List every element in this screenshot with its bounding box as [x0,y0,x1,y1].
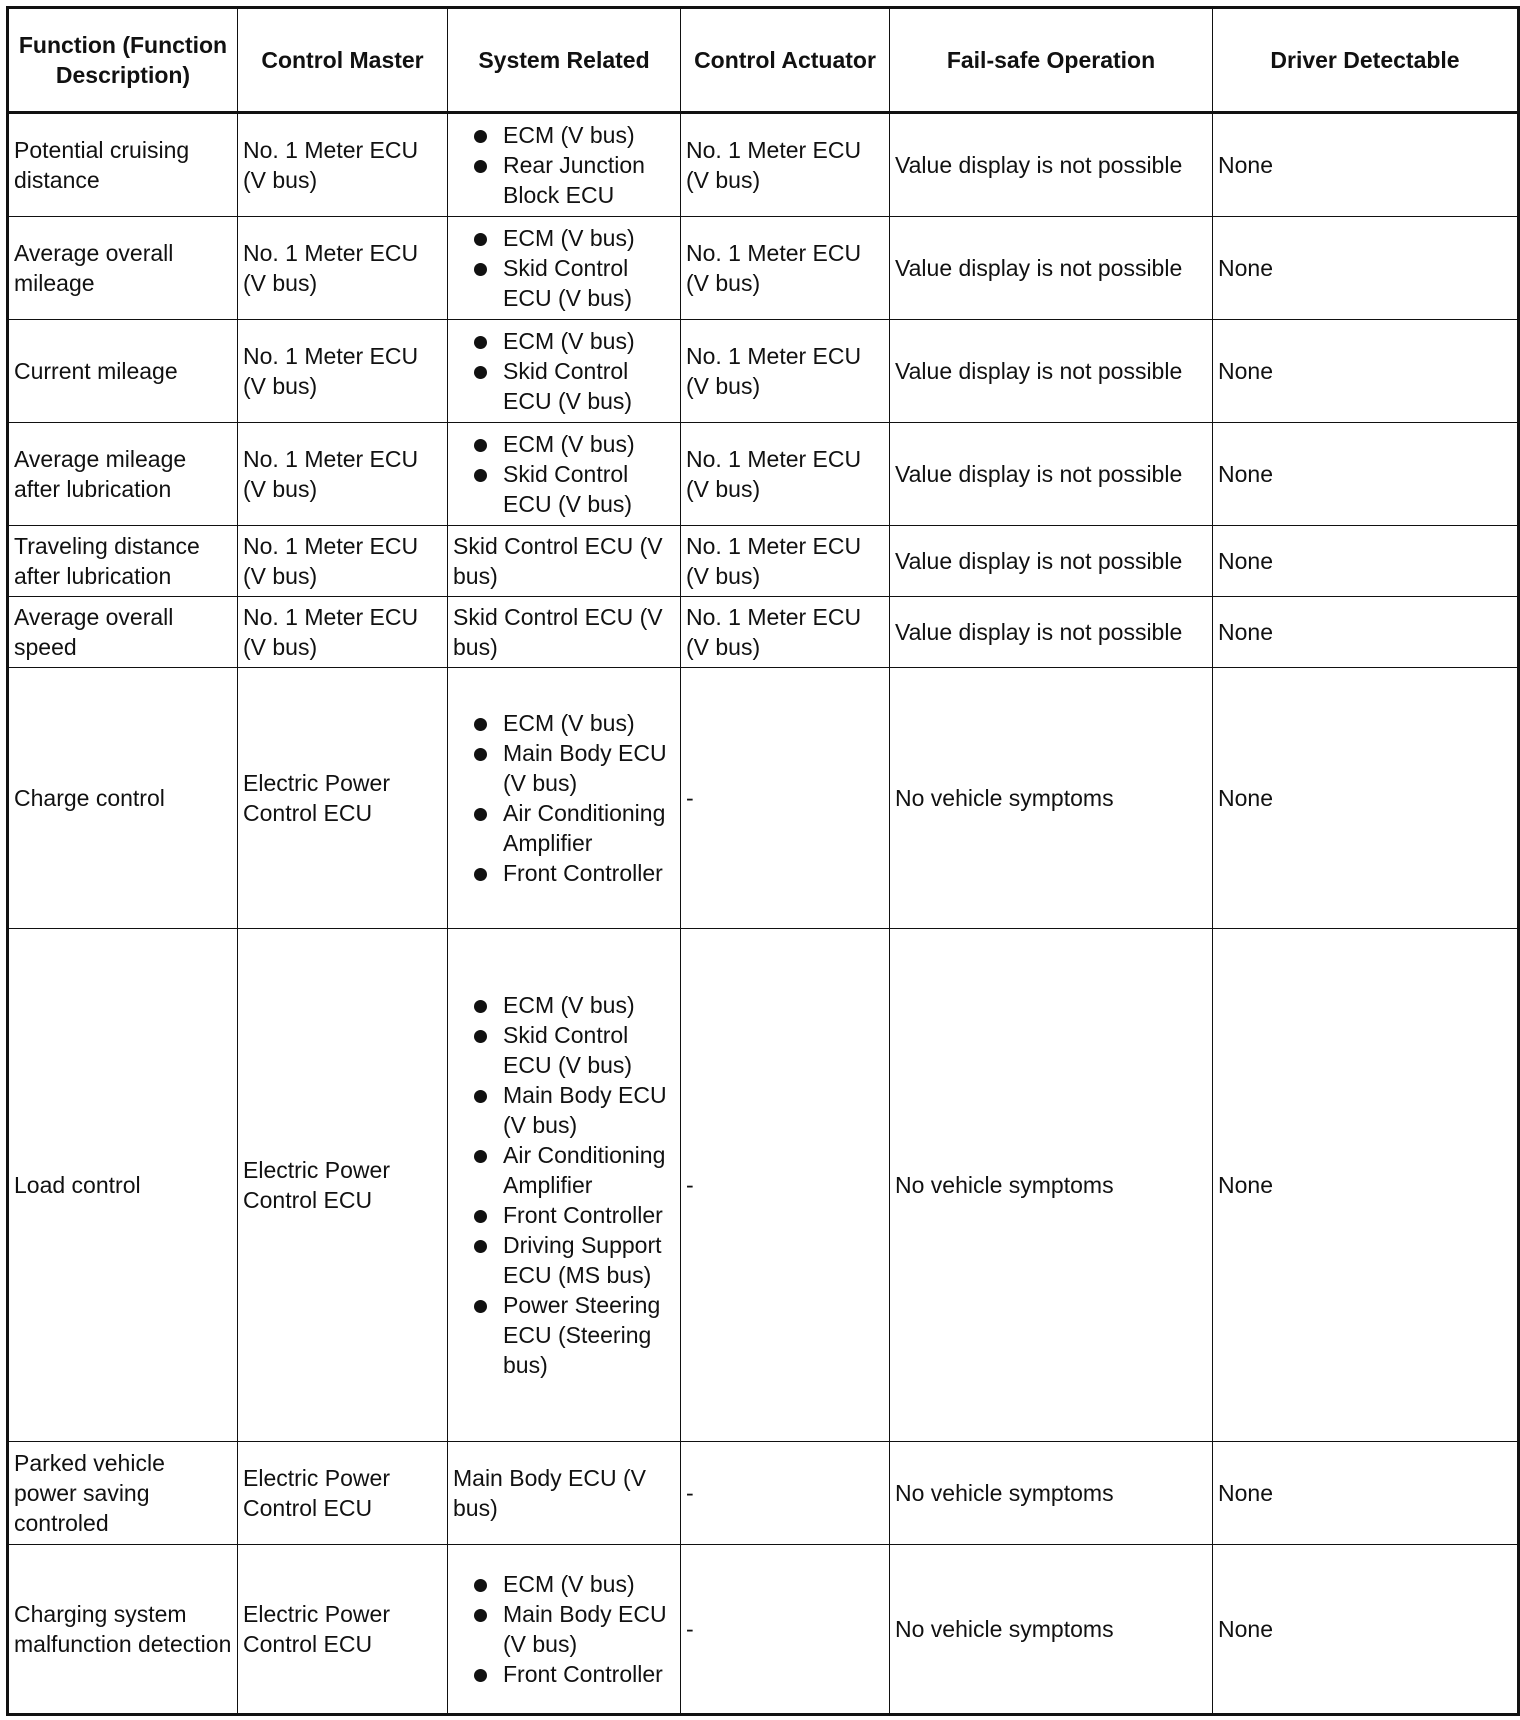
system-related-list [453,120,675,210]
list-item: ECM (V bus) [453,708,675,738]
list-item: Front Controller [453,1200,675,1230]
cell-control-master: No. 1 Meter ECU (V bus) [238,526,448,597]
header-fail-safe: Fail-safe Operation [890,8,1213,113]
list-item: Front Controller [453,858,675,888]
system-related-list [453,326,675,416]
cell-control-master: Electric Power Control ECU [238,929,448,1442]
list-item: Main Body ECU (V bus) [453,1080,675,1140]
header-row [8,8,1519,113]
cell-fail-safe: No vehicle symptoms [890,668,1213,929]
table-row [8,320,1519,423]
list-item: Power Steering ECU (Steering bus) [453,1290,675,1380]
cell-fail-safe: Value display is not possible [890,217,1213,320]
table-row [8,217,1519,320]
cell-control-actuator: No. 1 Meter ECU (V bus) [681,113,890,217]
table-row [8,597,1519,668]
cell-function: Load control [8,929,238,1442]
cell-function: Charge control [8,668,238,929]
list-item: ECM (V bus) [453,990,675,1020]
table-row [8,423,1519,526]
cell-control-master: Electric Power Control ECU [238,1545,448,1715]
table-row [8,113,1519,217]
cell-control-actuator: No. 1 Meter ECU (V bus) [681,597,890,668]
cell-control-master: Electric Power Control ECU [238,1442,448,1545]
table-row [8,668,1519,929]
cell-fail-safe: No vehicle symptoms [890,929,1213,1442]
cell-function: Traveling distance after lubrication [8,526,238,597]
header-control-master: Control Master [238,8,448,113]
list-item: Skid Control ECU (V bus) [453,253,675,313]
cell-system-related: Main Body ECU (V bus) [448,1442,681,1545]
system-related-list [453,223,675,313]
system-related-list [453,1569,675,1689]
cell-system-related [448,668,681,929]
list-item: Rear Junction Block ECU [453,150,675,210]
cell-driver-detectable: None [1213,320,1519,423]
cell-driver-detectable: None [1213,597,1519,668]
list-item: Skid Control ECU (V bus) [453,1020,675,1080]
cell-control-actuator: No. 1 Meter ECU (V bus) [681,320,890,423]
cell-system-related [448,113,681,217]
cell-driver-detectable: None [1213,217,1519,320]
cell-system-related [448,929,681,1442]
cell-fail-safe: Value display is not possible [890,597,1213,668]
cell-control-actuator: - [681,929,890,1442]
cell-driver-detectable: None [1213,668,1519,929]
function-table [6,6,1520,1716]
list-item: Air Conditioning Amplifier [453,798,675,858]
list-item: ECM (V bus) [453,223,675,253]
cell-system-related [448,423,681,526]
header-control-actuator: Control Actuator [681,8,890,113]
table-row [8,526,1519,597]
cell-control-actuator: No. 1 Meter ECU (V bus) [681,217,890,320]
cell-driver-detectable: None [1213,526,1519,597]
list-item: ECM (V bus) [453,120,675,150]
cell-control-master: No. 1 Meter ECU (V bus) [238,217,448,320]
cell-fail-safe: Value display is not possible [890,526,1213,597]
header-system-related: System Related [448,8,681,113]
cell-driver-detectable: None [1213,113,1519,217]
table-row [8,929,1519,1442]
cell-function: Average mileage after lubrication [8,423,238,526]
cell-function: Parked vehicle power saving controled [8,1442,238,1545]
cell-control-master: Electric Power Control ECU [238,668,448,929]
list-item: ECM (V bus) [453,326,675,356]
cell-driver-detectable: None [1213,1545,1519,1715]
cell-control-master: No. 1 Meter ECU (V bus) [238,113,448,217]
cell-control-actuator: - [681,1442,890,1545]
list-item: Air Conditioning Amplifier [453,1140,675,1200]
header-driver-detectable: Driver Detectable [1213,8,1519,113]
list-item: Skid Control ECU (V bus) [453,356,675,416]
cell-function: Charging system malfunction detection [8,1545,238,1715]
cell-control-actuator: No. 1 Meter ECU (V bus) [681,423,890,526]
table-row [8,1545,1519,1715]
header-function: Function (Function Description) [8,8,238,113]
cell-driver-detectable: None [1213,423,1519,526]
cell-fail-safe: No vehicle symptoms [890,1545,1213,1715]
list-item: Main Body ECU (V bus) [453,738,675,798]
cell-function: Current mileage [8,320,238,423]
cell-system-related: Skid Control ECU (V bus) [448,597,681,668]
list-item: ECM (V bus) [453,429,675,459]
cell-function: Average overall speed [8,597,238,668]
cell-control-master: No. 1 Meter ECU (V bus) [238,423,448,526]
table-row [8,1442,1519,1545]
cell-fail-safe: No vehicle symptoms [890,1442,1213,1545]
list-item: ECM (V bus) [453,1569,675,1599]
cell-control-master: No. 1 Meter ECU (V bus) [238,597,448,668]
list-item: Front Controller [453,1659,675,1689]
cell-control-actuator: - [681,668,890,929]
cell-function: Potential cruising distance [8,113,238,217]
system-related-list [453,429,675,519]
cell-function: Average overall mileage [8,217,238,320]
cell-system-related [448,320,681,423]
cell-system-related: Skid Control ECU (V bus) [448,526,681,597]
cell-driver-detectable: None [1213,929,1519,1442]
list-item: Skid Control ECU (V bus) [453,459,675,519]
cell-fail-safe: Value display is not possible [890,423,1213,526]
list-item: Main Body ECU (V bus) [453,1599,675,1659]
cell-driver-detectable: None [1213,1442,1519,1545]
cell-control-actuator: - [681,1545,890,1715]
system-related-list [453,990,675,1380]
cell-control-master: No. 1 Meter ECU (V bus) [238,320,448,423]
cell-fail-safe: Value display is not possible [890,113,1213,217]
cell-fail-safe: Value display is not possible [890,320,1213,423]
cell-system-related [448,1545,681,1715]
cell-control-actuator: No. 1 Meter ECU (V bus) [681,526,890,597]
cell-system-related [448,217,681,320]
system-related-list [453,708,675,888]
list-item: Driving Support ECU (MS bus) [453,1230,675,1290]
